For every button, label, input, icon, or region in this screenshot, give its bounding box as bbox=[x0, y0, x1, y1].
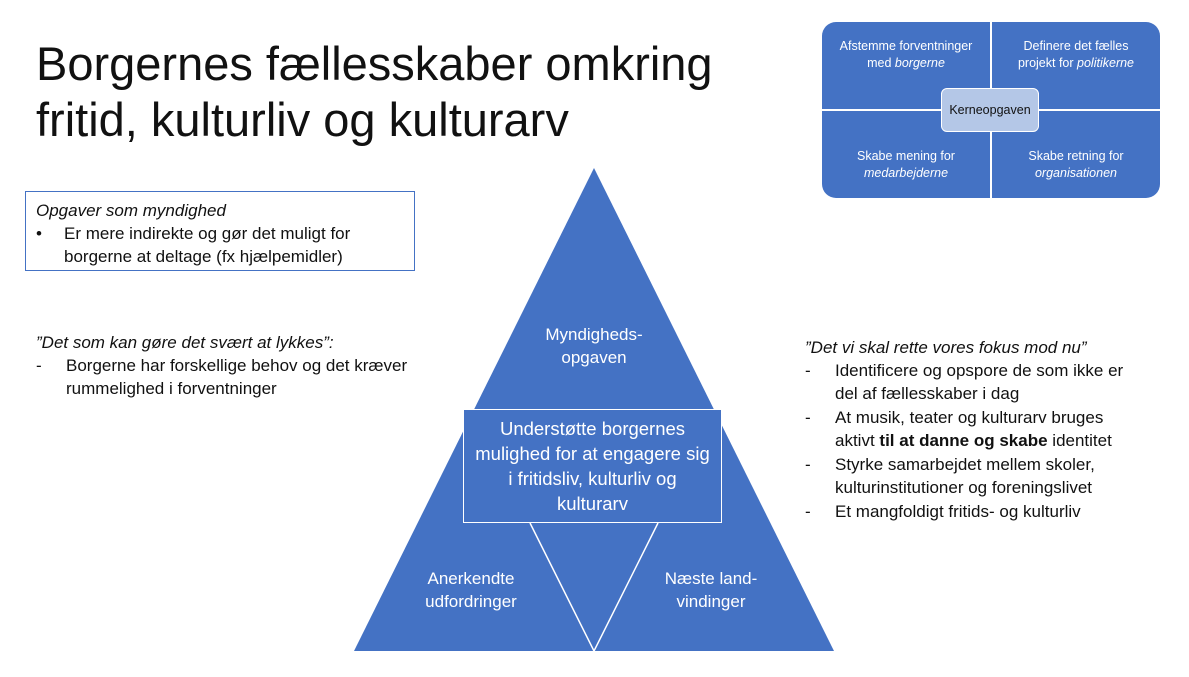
quadrant-align-expectations: Afstemme forventninger med borgerne bbox=[822, 22, 990, 109]
quadrant-create-direction: Skabe retning for organisationen bbox=[992, 111, 1160, 198]
authority-heading: Opgaver som myndighed bbox=[36, 201, 226, 220]
focus-heading: ”Det vi skal rette vores fokus mod nu” bbox=[805, 338, 1087, 357]
focus-item: - Identificere og opspore de som ikke er del af fællesskaber i dag bbox=[805, 361, 1124, 403]
authority-task-label: Myndigheds- opgaven bbox=[545, 325, 643, 367]
focus-item: - Styrke samarbejdet mellem skoler, kulturinstitutioner og foreningslivet bbox=[805, 455, 1095, 497]
core-task-label: Kerneopgaven bbox=[941, 88, 1039, 132]
challenges-item: - Borgerne har forskellige behov og det kræver rummelighed i forventninger bbox=[36, 356, 408, 398]
authority-item: • Er mere indirekte og gør det muligt for borgerne at deltage (fx hjælpemidler) bbox=[36, 224, 351, 266]
quadrant-create-meaning: Skabe mening for medarbejderne bbox=[822, 111, 990, 198]
bullet-marker: • bbox=[36, 224, 42, 243]
quadrant-define-project: Definere det fælles projekt for politikerne bbox=[992, 22, 1160, 109]
challenges-heading: ”Det som kan gøre det svært at lykkes”: bbox=[36, 333, 334, 352]
next-gains-label: Næste land- vindinger bbox=[664, 569, 758, 611]
title-line-1: Borgernes fællesskaber omkring bbox=[36, 37, 713, 90]
title-line-2: fritid, kulturliv og kulturarv bbox=[36, 93, 569, 146]
focus-quote bbox=[805, 336, 1165, 524]
focus-item: - Et mangfoldigt fritids- og kulturliv bbox=[805, 502, 1081, 521]
core-purpose-box bbox=[463, 409, 722, 523]
recognized-challenges-label: Anerkendte udfordringer bbox=[425, 569, 517, 611]
dash-marker: - bbox=[36, 356, 42, 375]
core-purpose-text: Understøtte borgernes mulighed for at engagere sig i fritidsliv, kulturliv og kulturarv bbox=[475, 418, 710, 514]
focus-item: - At musik, teater og kulturarv bruges aktivt til at danne og skabe identitet bbox=[805, 408, 1112, 450]
